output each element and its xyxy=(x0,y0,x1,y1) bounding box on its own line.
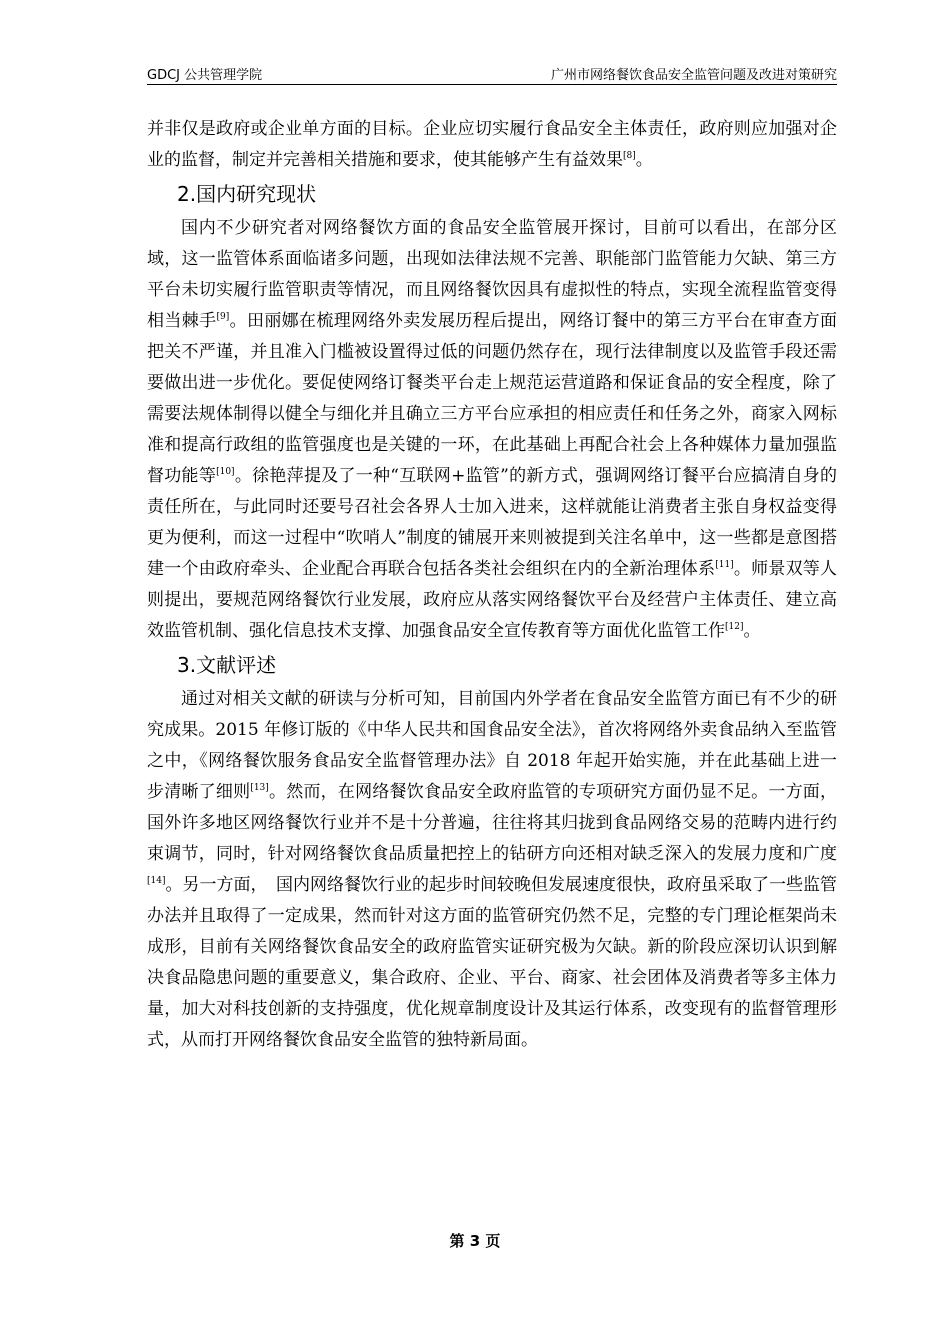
citation-ref: [13] xyxy=(250,783,269,793)
citation-ref: [8] xyxy=(623,151,636,161)
page-header xyxy=(147,62,837,85)
paragraph-text: 。然而，在网络餐饮食品安全政府监管的专项研究方面仍显不足。一方面，国外许多地区网络餐饮行业并不是十分普遍，往往将其归拢到食品网络交易的范畴内进行约束调节，同时，针对网络餐饮食品质量把控上的钻研方向还相对缺乏深入的发展力度和广度 xyxy=(147,782,838,864)
paragraph-text: 。 xyxy=(635,150,653,170)
paragraph-continuation xyxy=(147,114,837,176)
paragraph-text: 。徐艳萍提及了一种“互联网+监管”的新方式，强调网络订餐平台应搞清自身的责任所在，与此同时还要号召社会各界人士加入进来，这样就能让消费者主张自身权益变得更为便利，而这一过程中“吹哨人”制度的铺展开来则被提到关注名单中，这一些都是意图搭建一个由政府牵头、企业配合再联合包括各类社会组织在内的全新治理体系 xyxy=(147,466,838,579)
paragraph-text: 。 xyxy=(743,621,761,641)
paragraph-text: 国内不少研究者对网络餐饮方面的食品安全监管展开探讨，目前可以看出，在部分区域，这一监管体系面临诸多问题，出现如法律法规不完善、职能部门监管能力欠缺、第三方平台未切实履行监管职责等情况，而且网络餐饮因具有虚拟性的特点，实现全流程监管变得相当棘手 xyxy=(147,218,837,331)
paragraph-text: 。田丽娜在梳理网络外卖发展历程后提出，网络订餐中的第三方平台在审查方面把关不严谨，并且准入门槛被设置得过低的问题仍然存在，现行法律制度以及监管手段还需要做出进一步优化。要促使网络订餐类平台走上规范运营道路和保证食品的安全程度，除了需要法规体制得以健全与细化并且确立三方平台应承担的相应责任和任务之外，商家入网标准和提高行政组的监管强度也是关键的一环，在此基础上再配合社会上各种媒体力量加强监督功能等 xyxy=(147,311,838,486)
paragraph-text: 。另一方面， 国内网络餐饮行业的起步时间较晚但发展速度很快，政府虽采取了一些监管办法并且取得了一定成果，然而针对这方面的监管研究仍然不足，完整的专门理论框架尚未成形，目前有关网络餐饮食品安全的政府监管实证研究极为欠缺。新的阶段应深切认识到解决食品隐患问题的重要意义，集合政府、企业、平台、商家、社会团体及消费者等多主体力量，加大对科技创新的支持强度，优化规章制度设计及其运行体系，改变现有的监督管理形式，从而打开网络餐饮食品安全监管的独特新局面。 xyxy=(147,875,837,1050)
section-heading-domestic-research: 2.国内研究现状 xyxy=(177,182,317,206)
header-institution: GDCJ 公共管理学院 xyxy=(147,68,263,83)
paragraph-text: 。师景双等人则提出，要规范网络餐饮行业发展，政府应从落实网络餐饮平台及经营户主体责任、建立高效监管机制、强化信息技术支撑、加强食品安全宣传教育等方面优化监管工作 xyxy=(147,559,838,641)
header-thesis-title: 广州市网络餐饮食品安全监管问题及改进对策研究 xyxy=(550,68,837,83)
citation-ref: [14] xyxy=(147,876,166,886)
body-content xyxy=(147,114,837,1056)
citation-ref: [10] xyxy=(216,467,235,477)
citation-ref: [11] xyxy=(715,560,734,570)
citation-ref: [12] xyxy=(725,622,744,632)
citation-ref: [9] xyxy=(216,312,230,322)
paragraph-text: 并非仅是政府或企业单方面的目标。企业应切实履行食品安全主体责任，政府则应加强对企业的监督，制定并完善相关措施和要求，使其能够产生有益效果 xyxy=(147,119,837,170)
paragraph-literature-review xyxy=(147,684,837,1056)
paragraph-domestic-research xyxy=(147,213,837,647)
paragraph-text: 通过对相关文献的研读与分析可知，目前国内外学者在食品安全监管方面已有不少的研究成果。2015 年修订版的《中华人民共和国食品安全法》，首次将网络外卖食品纳入至监管之中，《网络餐饮服务食品安全监督管理办法》自 2018 年起开始实施，并在此基础上进一步清晰了细则 xyxy=(147,689,837,802)
section-heading-literature-review: 3.文献评述 xyxy=(177,653,277,677)
page-number: 第 3 页 xyxy=(449,1232,501,1250)
